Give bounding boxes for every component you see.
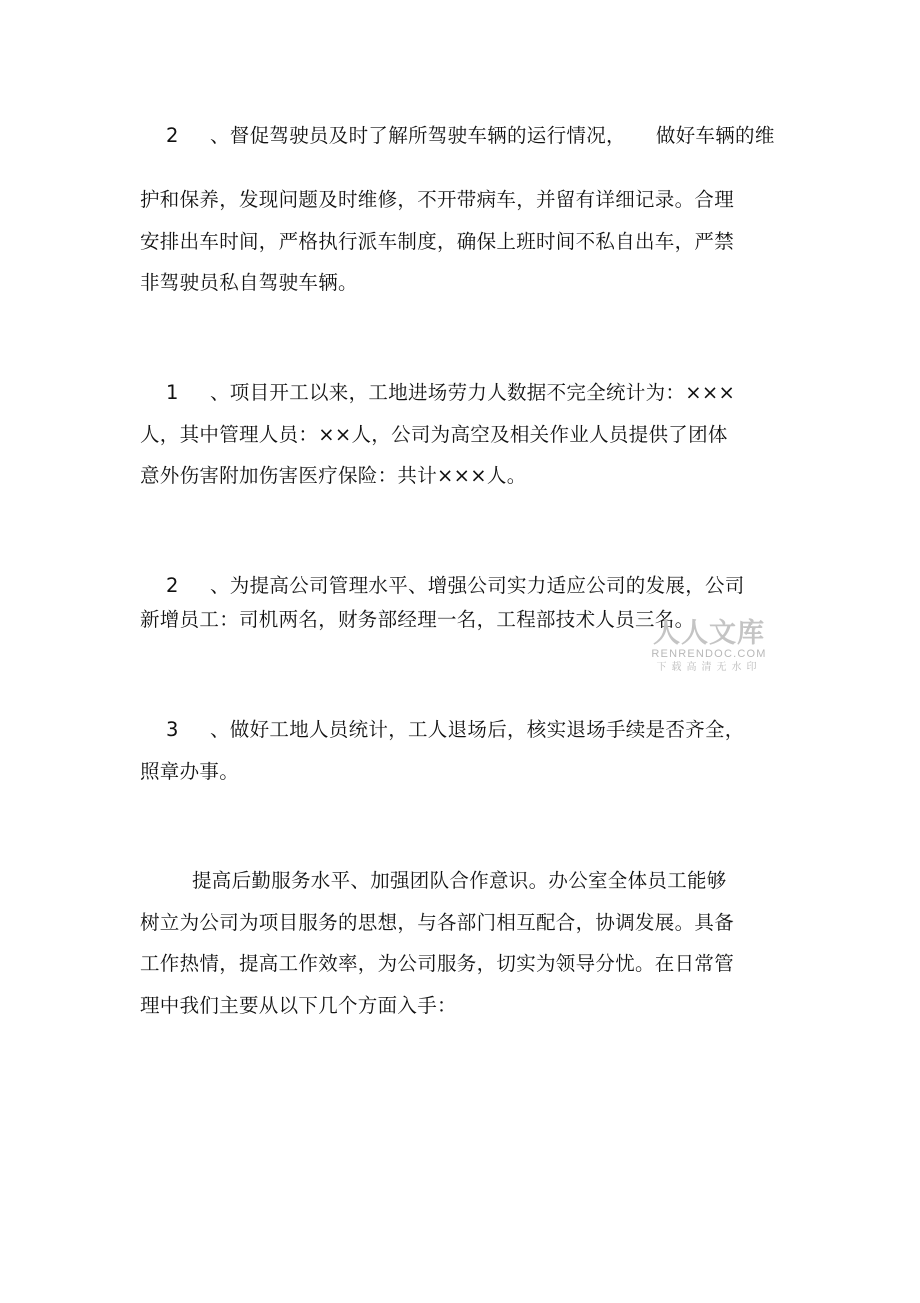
paragraph-3-line-2: 新增员工：司机两名，财务部经理一名，工程部技术人员三名。 — [140, 608, 695, 631]
watermark-url: RENRENDOC.COM — [651, 648, 767, 660]
paragraph-1-line-4: 非驾驶员私自驾驶车辆。 — [140, 271, 358, 294]
paragraph-5-line-2: 树立为公司为项目服务的思想，与各部门相互配合，协调发展。具备 — [140, 911, 735, 934]
paragraph-2-number: 1 — [166, 381, 179, 404]
paragraph-2-line-3: 意外伤害附加伤害医疗保险：共计×××人。 — [140, 464, 527, 487]
paragraph-5-line-3: 工作热情，提高工作效率，为公司服务，切实为领导分忧。在日常管 — [140, 952, 735, 975]
paragraph-1-line-1 — [140, 124, 775, 148]
paragraph-5-line-1 — [140, 869, 727, 893]
paragraph-4-line-1 — [140, 718, 745, 742]
paragraph-1-number: 2 — [166, 124, 179, 147]
paragraph-3-number: 2 — [166, 574, 179, 597]
paragraph-4-number: 3 — [166, 718, 179, 741]
paragraph-2-line-2: 人，其中管理人员：××人，公司为高空及相关作业人员提供了团体 — [140, 423, 728, 446]
paragraph-5-text-a: 提高后勤服务水平、加强团队合作意识。办公室全体员工能够 — [192, 869, 727, 892]
paragraph-1-text-b: 做好车辆的维 — [655, 124, 775, 147]
paragraph-5-line-4: 理中我们主要从以下几个方面入手： — [140, 994, 457, 1017]
paragraph-1-text-a: 、督促驾驶员及时了解所驾驶车辆的运行情况， — [210, 124, 626, 147]
paragraph-1-line-2: 护和保养，发现问题及时维修，不开带病车，并留有详细记录。合理 — [140, 188, 735, 211]
paragraph-3-text-a: 、为提高公司管理水平、增强公司实力适应公司的发展，公司 — [210, 574, 745, 597]
watermark-subtitle: 下载高清无水印 — [656, 662, 762, 673]
watermark-title: 人人文库 — [653, 618, 765, 648]
paragraph-3-line-1 — [140, 574, 745, 598]
paragraph-2-text-a: 、项目开工以来，工地进场劳力人数据不完全统计为：××× — [210, 381, 736, 404]
paragraph-2-line-1 — [140, 381, 735, 405]
paragraph-1-line-3: 安排出车时间，严格执行派车制度，确保上班时间不私自出车，严禁 — [140, 230, 735, 253]
paragraph-4-line-2: 照章办事。 — [140, 760, 240, 783]
paragraph-4-text-a: 、做好工地人员统计，工人退场后，核实退场手续是否齐全， — [210, 718, 745, 741]
